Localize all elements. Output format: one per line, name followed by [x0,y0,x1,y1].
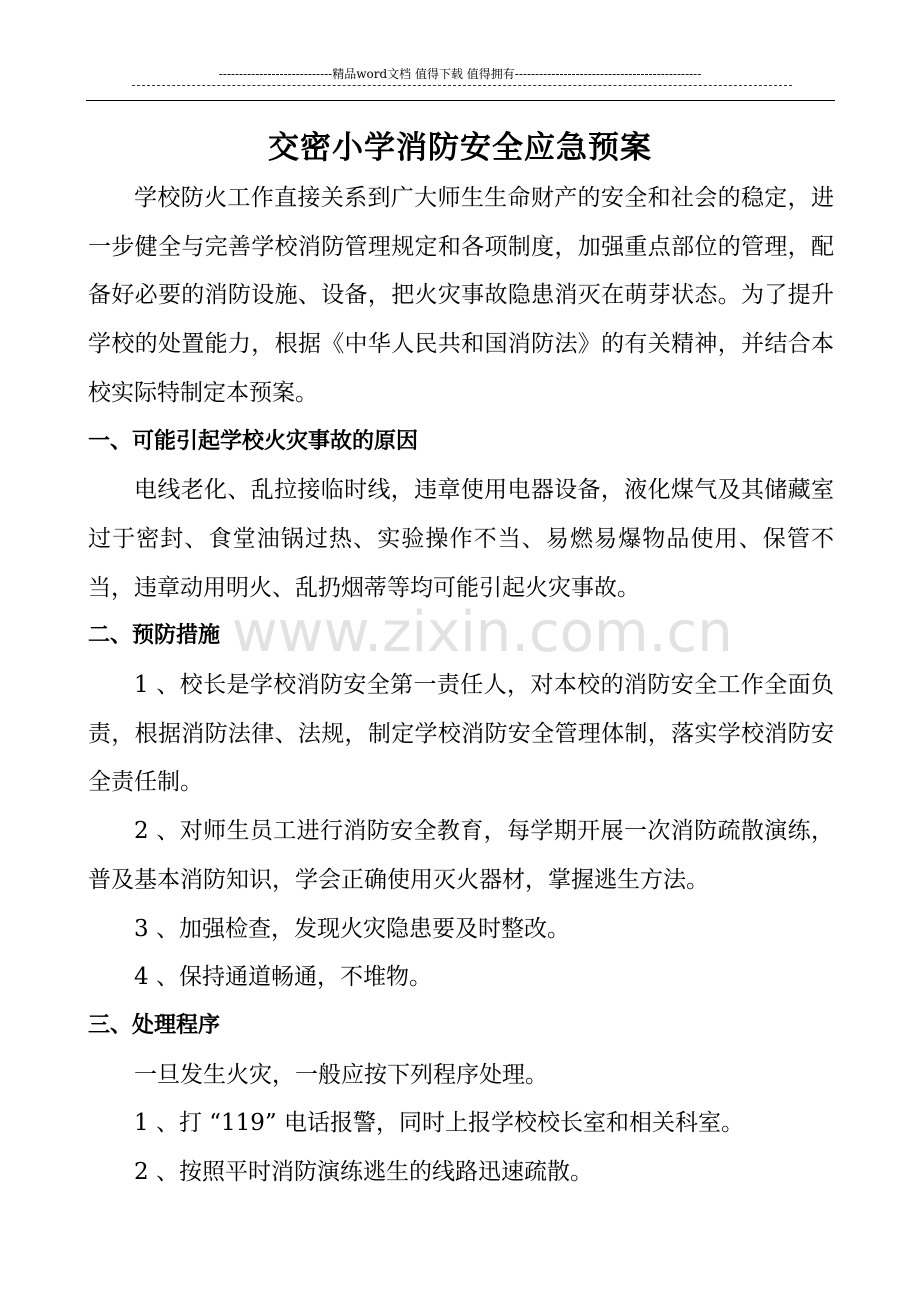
watermark: www.zixin.com.cn [232,600,733,665]
header-banner: ----------------------------精品word文档 值得下载 值得拥有---------------------------------------------- [218,67,702,81]
header-rule [86,100,835,101]
section-heading-causes: 一、可能引起学校火灾事故的原因 [88,428,419,454]
document-body [88,174,834,1197]
prevention-item: 2 、对师生员工进行消防安全教育，每学期开展一次消防疏散演练，普及基本消防知识，学会正确使用灭火器材，掌握逃生方法。 [88,818,834,893]
section-heading-prevention: 二、预防措施 [88,623,221,649]
prevention-item: 1 、校长是学校消防安全第一责任人，对本校的消防安全工作全面负责，根据消防法律、法规，制定学校消防安全管理体制，落实学校消防安全责任制。 [88,672,834,796]
intro-paragraph: 学校防火工作直接关系到广大师生生命财产的安全和社会的稳定，进一步健全与完善学校消防管理规定和各项制度，加强重点部位的管理，配备好必要的消防设施、设备，把火灾事故隐患消灭在萌芽状态。为了提升学校的处置能力，根据《中华人民共和国消防法》的有关精神，并结合本校实际特制定本预案。 [88,185,834,406]
document-title: 交密小学消防安全应急预案 [268,130,652,166]
prevention-item: 4 、保持通道畅通，不堆物。 [134,964,432,991]
procedure-intro: 一旦发生火灾，一般应按下列程序处理。 [134,1061,548,1088]
procedure-item: 2 、按照平时消防演练逃生的线路迅速疏散。 [134,1159,593,1186]
section-heading-procedure: 三、处理程序 [88,1012,221,1038]
header-dashed-line [132,85,792,90]
prevention-item: 3 、加强检查，发现火灾隐患要及时整改。 [134,915,570,942]
procedure-item: 1 、打 “119” 电话报警，同时上报学校校长室和相关科室。 [134,1110,744,1137]
causes-paragraph: 电线老化、乱拉接临时线，违章使用电器设备，液化煤气及其储藏室过于密封、食堂油锅过热、实验操作不当、易燃易爆物品使用、保管不当，违章动用明火、乱扔烟蒂等均可能引起火灾事故。 [88,477,834,601]
